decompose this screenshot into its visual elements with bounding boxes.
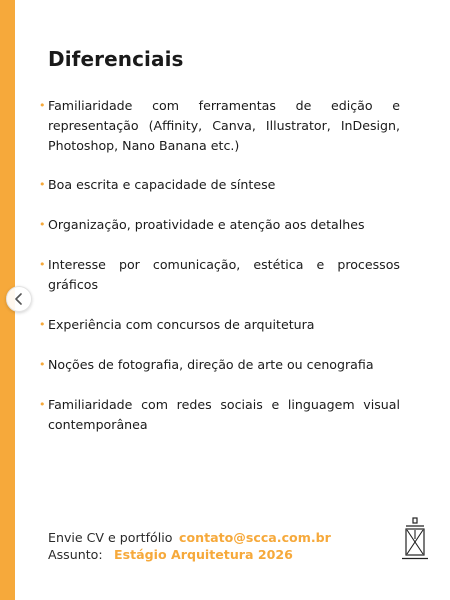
subject-value: Estágio Arquitetura 2026 [114, 547, 293, 562]
list-item [40, 395, 400, 435]
list-item-text: Familiaridade com redes sociais e linguagem visual contemporânea [48, 397, 400, 432]
cv-label: Envie CV e portfólio [48, 530, 173, 545]
bullet-icon: • [39, 258, 46, 271]
list-item [40, 96, 400, 156]
list-item-text: Organização, proatividade e atenção aos detalhes [48, 217, 365, 232]
list-item-text: Familiaridade com ferramentas de edição e representação (Affinity, Canva, Illustrator, InDesign, Photoshop, Nano Banana etc.) [48, 98, 400, 153]
email-link[interactable]: contato@scca.com.br [179, 530, 331, 545]
cv-row [48, 529, 331, 546]
bullet-icon: • [39, 178, 46, 191]
list-item [40, 315, 400, 335]
page-title: Diferenciais [48, 47, 184, 71]
list-item [40, 175, 400, 195]
list-item-text: Boa escrita e capacidade de síntese [48, 177, 276, 192]
list-item-text: Experiência com concursos de arquitetura [48, 317, 315, 332]
list-item [40, 215, 400, 235]
bullet-icon: • [39, 218, 46, 231]
bullet-icon: • [39, 99, 46, 112]
bullet-icon: • [39, 318, 46, 331]
bullet-icon: • [39, 398, 46, 411]
bullet-icon: • [39, 358, 46, 371]
contact-footer [48, 529, 331, 563]
list-item [40, 355, 400, 375]
list-item-text: Noções de fotografia, direção de arte ou cenografia [48, 357, 374, 372]
list-item [40, 255, 400, 295]
subject-row [48, 546, 331, 563]
list-item-text: Interesse por comunicação, estética e processos gráficos [48, 257, 400, 292]
subject-label: Assunto: [48, 547, 103, 562]
previous-slide-button[interactable] [6, 286, 32, 312]
chevron-left-icon [14, 293, 24, 305]
scca-logo [400, 517, 430, 561]
differentials-list [40, 96, 400, 455]
